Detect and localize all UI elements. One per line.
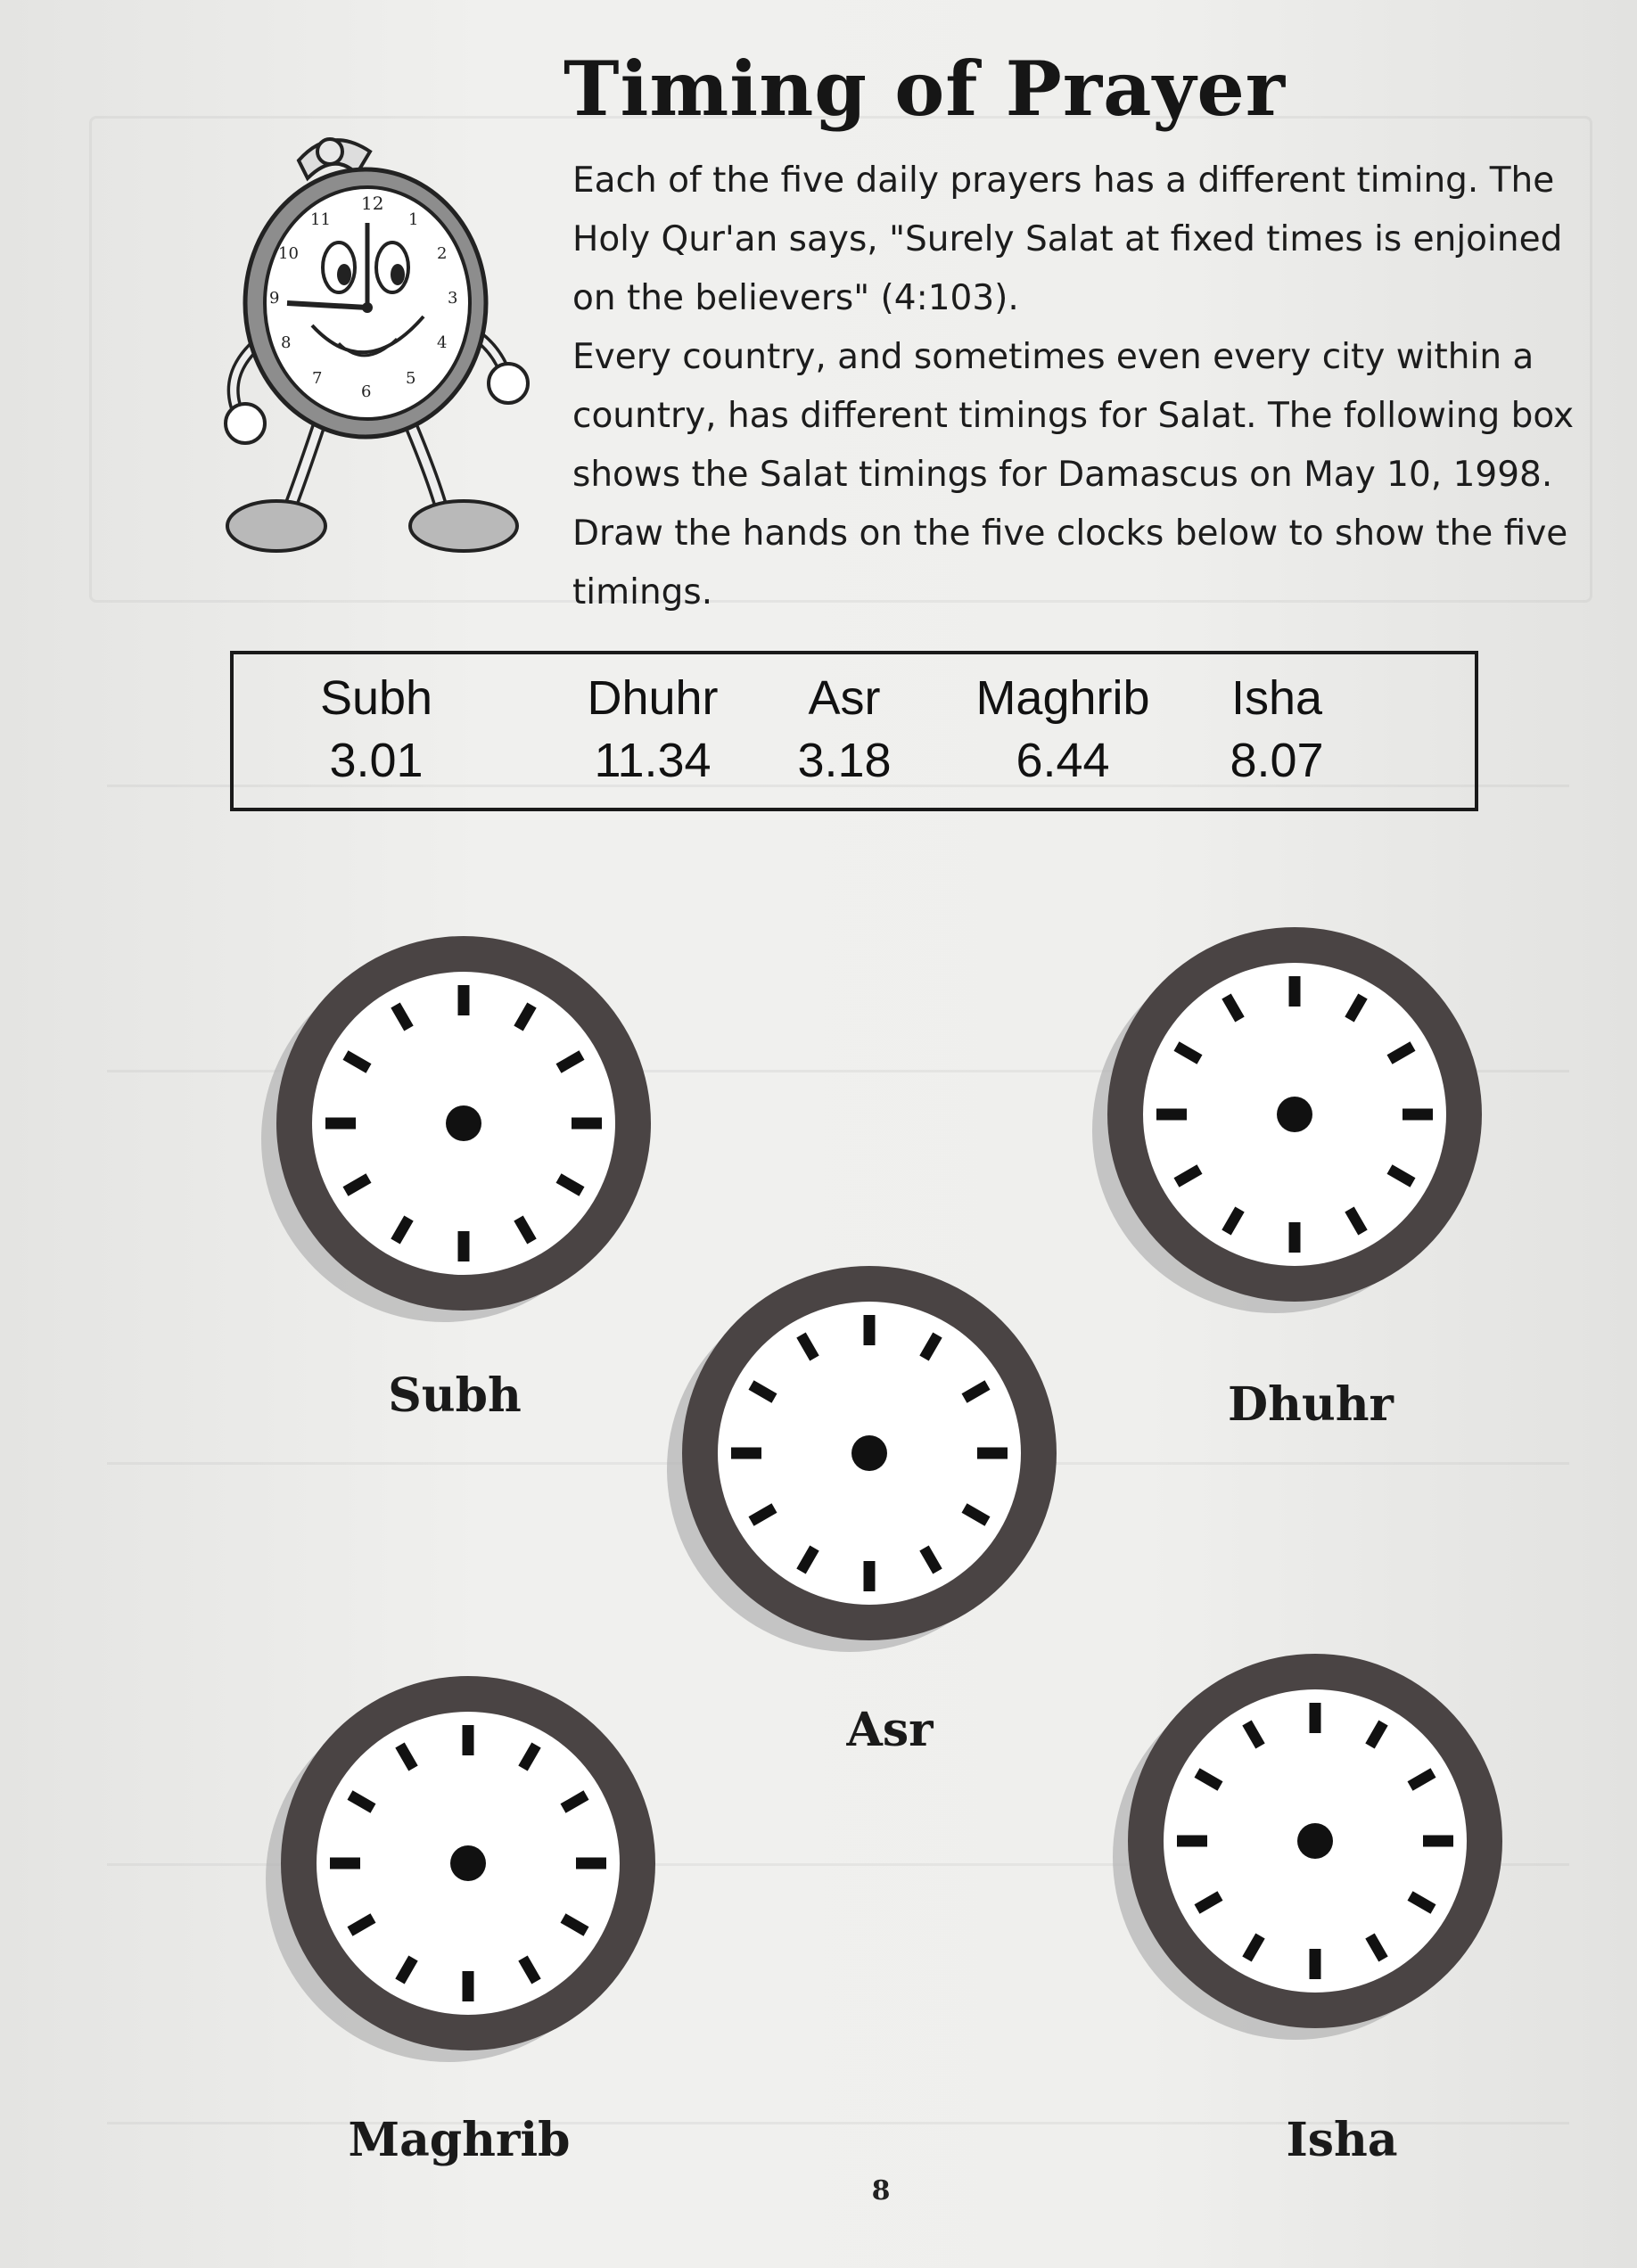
mascot-numeral: 10 — [278, 244, 299, 263]
mascot-numeral: 3 — [448, 289, 458, 308]
mascot-numeral: 6 — [361, 382, 372, 401]
mascot-numeral: 7 — [312, 369, 323, 388]
timing-value: 3.01 — [329, 734, 424, 787]
timing-name: Subh — [319, 671, 433, 725]
mascot-numeral: 4 — [437, 333, 448, 352]
hour-tick — [576, 1858, 606, 1869]
timing-name: Asr — [808, 671, 881, 725]
hour-tick — [864, 1315, 876, 1345]
hour-tick — [325, 1118, 356, 1130]
clock-label-dhuhr: Dhuhr — [1228, 1377, 1394, 1432]
timing-name: Maghrib — [975, 671, 1150, 725]
clock-label-subh: Subh — [388, 1368, 522, 1423]
timing-value: 3.18 — [797, 734, 892, 787]
hour-tick — [572, 1118, 602, 1130]
clock-center-dot — [851, 1435, 887, 1471]
intro-paragraph-1: Each of the five daily prayers has a different timing. The Holy Qur'an says, "Surely Salat at fixed times is enjoined on the believers" (4:103). — [572, 160, 1563, 318]
clock-center-dot — [450, 1845, 486, 1881]
clock-face-maghrib[interactable] — [263, 1658, 673, 2068]
clock-center-dot — [1297, 1823, 1333, 1859]
hour-tick — [463, 1971, 474, 2001]
mascot-numeral: 2 — [437, 244, 448, 263]
hour-tick — [977, 1448, 1008, 1459]
hour-tick — [731, 1448, 761, 1459]
clock-center-dot — [1277, 1097, 1312, 1132]
clock-label-maghrib: Maghrib — [348, 2113, 571, 2167]
clock-center-dot — [446, 1105, 481, 1141]
hour-tick — [1177, 1836, 1207, 1847]
hour-tick — [1423, 1836, 1453, 1847]
hour-tick — [1310, 1703, 1321, 1733]
hour-tick — [1289, 1222, 1301, 1253]
clock-face-dhuhr[interactable] — [1090, 909, 1500, 1319]
clock-label-isha: Isha — [1286, 2113, 1398, 2167]
timing-name: Isha — [1230, 671, 1323, 725]
hour-tick — [1289, 976, 1301, 1007]
mascot-numeral: 1 — [408, 210, 419, 229]
hour-tick — [458, 985, 470, 1015]
mascot-numeral: 12 — [361, 193, 384, 214]
clock-face-subh[interactable] — [259, 918, 669, 1328]
hour-tick — [330, 1858, 360, 1869]
intro-paragraph-2: Every country, and sometimes even every city within a country, has different timings for Salat. The following box shows the Salat timings for Damascus on May 10, 1998. Draw the hands on the five clocks below to show the five timings. — [572, 337, 1575, 612]
hour-tick — [1310, 1949, 1321, 1979]
hour-tick — [1156, 1109, 1187, 1121]
timing-name: Dhuhr — [587, 671, 719, 725]
hour-tick — [1403, 1109, 1433, 1121]
mascot-numeral: 5 — [406, 369, 416, 388]
timing-value: 6.44 — [1016, 734, 1110, 787]
mascot-numeral: 9 — [269, 289, 280, 308]
hour-tick — [458, 1231, 470, 1261]
hour-tick — [864, 1561, 876, 1591]
timing-value: 8.07 — [1230, 734, 1324, 787]
mascot-numeral: 11 — [310, 210, 331, 229]
clock-face-asr[interactable] — [664, 1248, 1074, 1658]
intro-text — [572, 152, 1580, 622]
hour-tick — [463, 1725, 474, 1755]
timing-value: 11.34 — [594, 734, 712, 787]
clock-label-asr: Asr — [846, 1703, 934, 1757]
page-number: 8 — [871, 2175, 891, 2206]
cartoon-clock-mascot-icon — [214, 125, 535, 571]
mascot-numeral: 8 — [281, 333, 292, 352]
prayer-timing-box — [230, 651, 1478, 811]
clock-face-isha[interactable] — [1110, 1636, 1520, 2046]
page-title: Timing of Prayer — [563, 45, 1287, 133]
